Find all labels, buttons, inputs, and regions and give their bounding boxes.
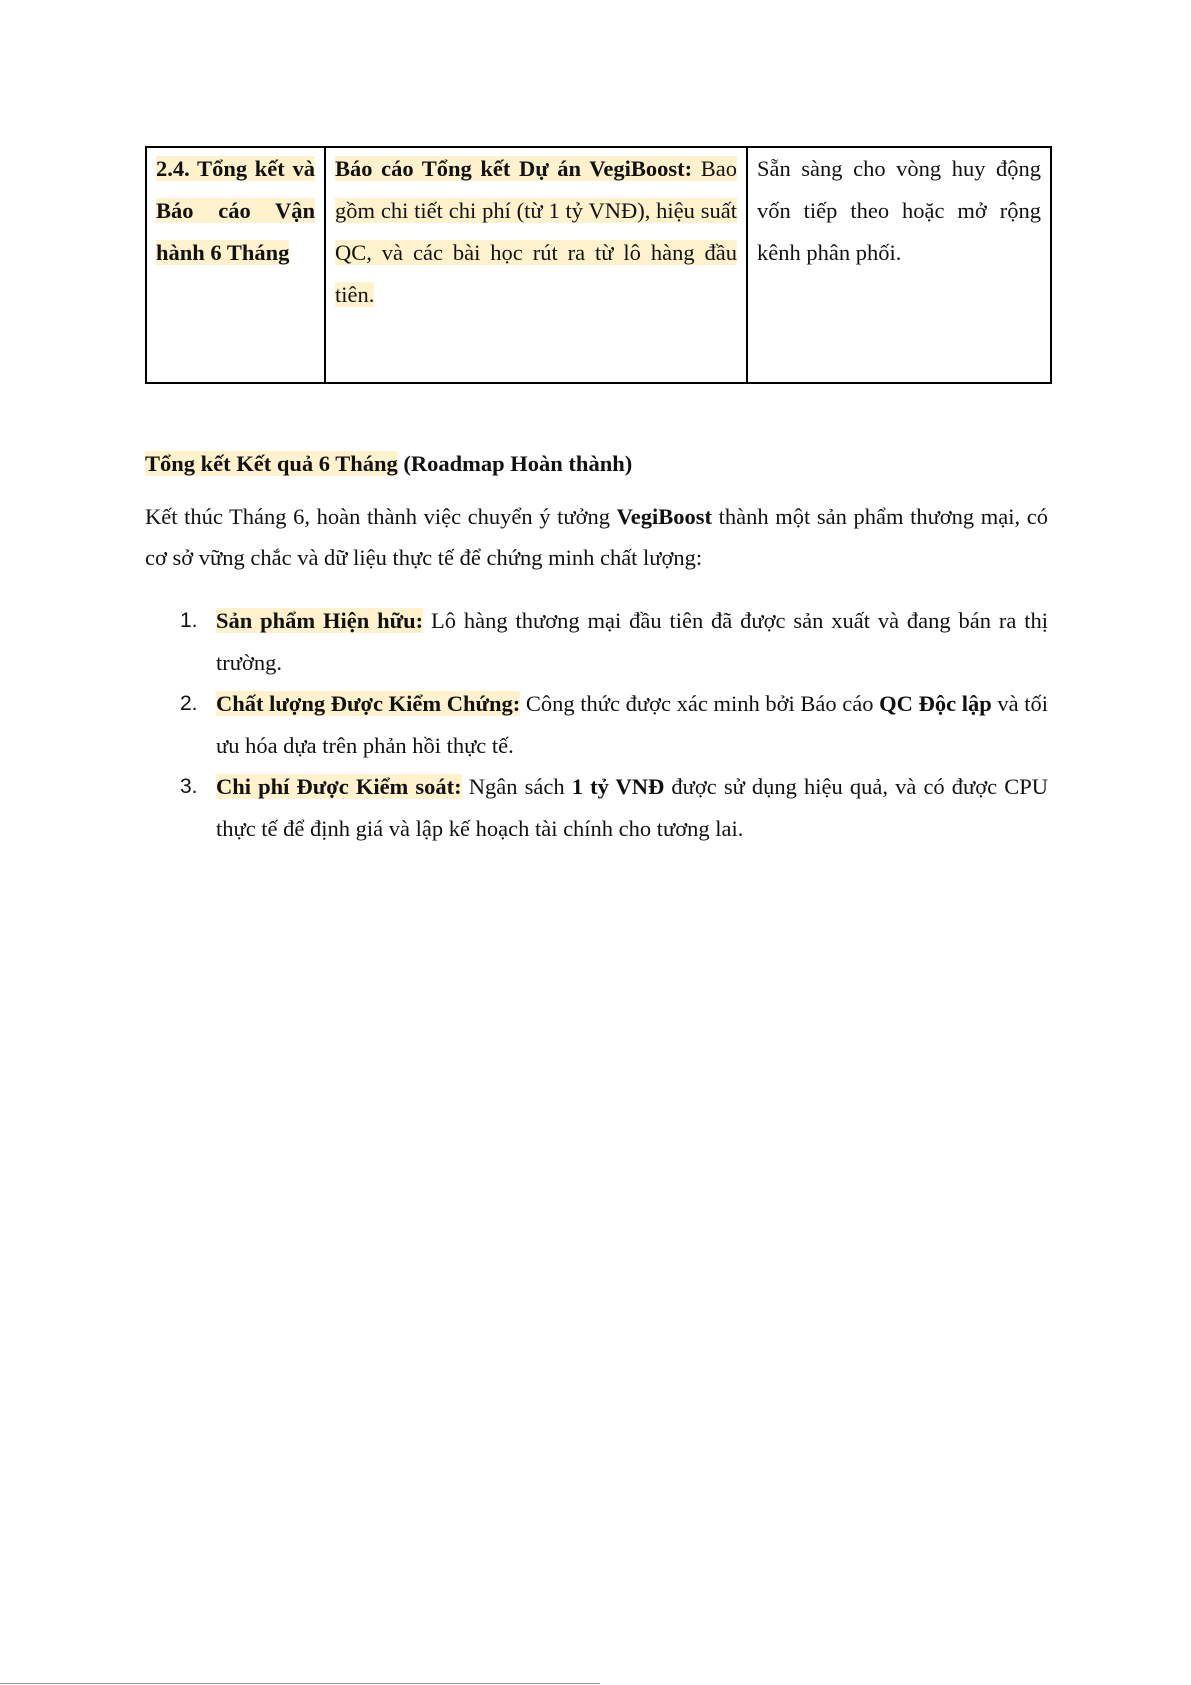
list-item-label: Chất lượng Được Kiểm Chứng: — [216, 691, 521, 716]
outcome-text: Sẵn sàng cho vòng huy động vốn tiếp theo hoặc mở rộng kênh phân phối. — [757, 156, 1041, 265]
list-item-text-a: Công thức được xác minh bởi Báo cáo — [520, 691, 880, 716]
intro-paragraph — [145, 496, 1048, 578]
list-item-label: Sản phẩm Hiện hữu: — [216, 608, 424, 633]
list-item-bold: QC Độc lập — [879, 691, 992, 716]
intro-product-name: VegiBoost — [616, 504, 713, 529]
deliverable-description: Bao gồm chi tiết chi phí (từ 1 tỷ VNĐ), hiệu suất QC, và các bài học rút ra từ lô hàng đầu tiên. — [335, 156, 737, 307]
list-item-text-a: Ngân sách — [461, 774, 572, 799]
table-cell-milestone — [146, 147, 325, 383]
deliverable-text — [335, 156, 737, 307]
list-item-bold: 1 tỷ VNĐ — [571, 774, 665, 799]
roadmap-table — [145, 146, 1052, 384]
intro-text-a: Kết thúc Tháng 6, hoàn thành việc chuyển ý tưởng — [145, 504, 617, 529]
list-item-text-b: và tối ưu hóa dựa trên phản hồi thực tế. — [216, 691, 1048, 758]
list-item-label: Chi phí Được Kiểm soát: — [216, 774, 462, 799]
list-item-text: Lô hàng thương mại đầu tiên đã được sản xuất và đang bán ra thị trường. — [216, 608, 1048, 675]
list-number: 1. — [180, 609, 198, 632]
table-row — [146, 147, 1051, 383]
results-list — [145, 600, 1048, 849]
list-item — [145, 766, 1048, 849]
section-title-rest: (Roadmap Hoàn thành) — [397, 451, 633, 476]
list-item-text-b: được sử dụng hiệu quả, và có được CPU thực tế để định giá và lập kế hoạch tài chính cho tương lai. — [216, 774, 1049, 841]
section-title — [145, 447, 1045, 481]
milestone-label: 2.4. Tổng kết và Báo cáo Vận hành 6 Tháng — [156, 156, 315, 265]
deliverable-title: Báo cáo Tổng kết Dự án VegiBoost: — [335, 156, 693, 181]
page-divider — [0, 1683, 600, 1684]
list-number: 2. — [180, 692, 198, 715]
table-cell-outcome — [747, 147, 1051, 383]
table-cell-deliverable — [325, 147, 747, 383]
list-number: 3. — [180, 775, 198, 798]
list-item — [145, 683, 1048, 766]
section-title-highlight: Tổng kết Kết quả 6 Tháng — [145, 451, 398, 476]
list-item — [145, 600, 1048, 683]
intro-text-b: thành một sản phẩm thương mại, có cơ sở vững chắc và dữ liệu thực tế để chứng minh chất lượng: — [145, 504, 1048, 570]
